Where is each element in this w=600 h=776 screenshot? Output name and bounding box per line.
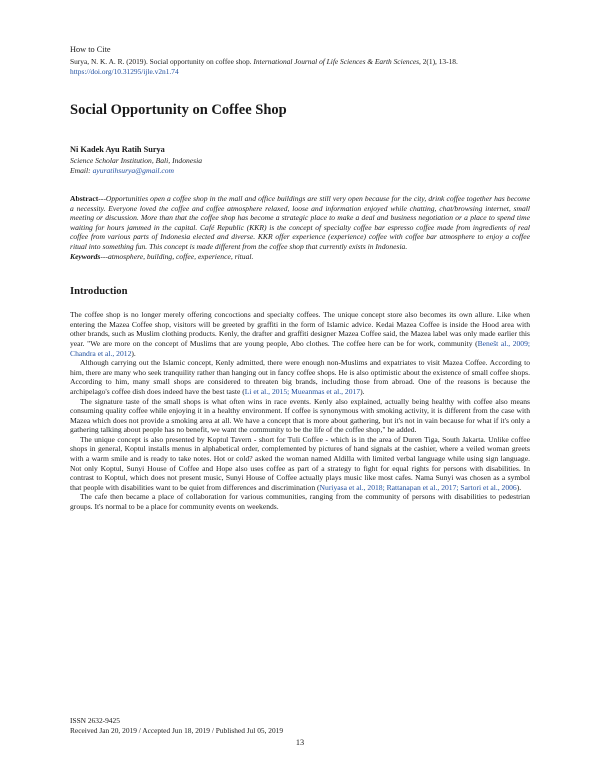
keywords <box>70 252 530 262</box>
paragraph-2-end: ). <box>360 386 365 396</box>
abstract <box>70 194 530 252</box>
citation-ref-2[interactable]: Li et al., 2015; Mueanmas et al., 2017 <box>244 386 361 396</box>
paragraph-2-text: Although carrying out the Islamic concept, Kenly admitted, there were enough non-Muslims and expatriates to visit Mazea Coffee. According to him, there are many who seek tranquility rather than hanging out in fancy coffee shops. He is also optimistic about the existence of small coffee shops. According to him, many small shops are considered to threaten big brands, including those from abroad. One of the reasons is because the archipelago's coffee dish does indeed have the best taste ( <box>70 358 530 396</box>
paragraph-4-end: ). <box>516 482 522 492</box>
cite-heading: How to Cite <box>70 45 111 54</box>
email-label: Email: <box>70 166 93 175</box>
author-name: Ni Kadek Ayu Ratih Surya <box>70 145 165 154</box>
paragraph-3: The signature taste of the small shops is what often wins in race events. Kenly also explained, actually being healthy with coffee also means consuming quality coffee while enjoying it in a healthy environment. If coffee is synonymous with smoking activity, it is different from the case with Mazea which does not provide a smoking area at all. We have a concept that is more about gathering, but it's not in vain because for what if it's only a gathering talking about people has no benefit, we want the community to be the life of the coffee shop," he added. <box>70 396 530 435</box>
citation-pages: (1), 13-18. <box>426 57 458 66</box>
citation-volume: , 2 <box>419 57 427 66</box>
citation-text: Surya, N. K. A. R. (2019). Social opportunity on coffee shop. <box>70 57 254 66</box>
keywords-label: Keywords <box>70 251 101 261</box>
section-heading-introduction: Introduction <box>70 286 128 298</box>
paragraph-2 <box>70 358 530 396</box>
abstract-label: Abstract <box>70 194 99 203</box>
author-email <box>70 166 530 176</box>
citation <box>70 57 530 77</box>
publication-dates: Received Jan 20, 2019 / Accepted Jun 18, 2019 / Published Jul 05, 2019 <box>70 725 284 735</box>
paragraph-1 <box>70 310 530 358</box>
footer <box>70 716 530 735</box>
introduction-body <box>70 310 530 511</box>
paragraph-4-text: The unique concept is also presented by Koptul Tavern - short for Tuli Coffee - which is in the area of Duren Tiga, South Jakarta. Unlike coffee shops in general, Koptul installs menus in alphabetical order, complemented by pictures of hand signals at the cashier, where a veiled woman greets with a warm smile and is ready to take notes. Hot or cold? asked the woman named Aldilla with limited verbal language while using sign language. Not only Koptul, Sunyi House of Coffee and Hope also uses coffee as part of a strategy to fight for equal rights for persons with disabilities. In contrast to Koptul, which does not present music, Sunyi House of Coffee actually plays music like most cafes. Nama Sunyi was chosen as a symbol that people with disabilities want to be quiet from differences and discrimination ( <box>70 434 530 492</box>
issn: ISSN 2632-9425 <box>70 716 120 725</box>
paragraph-1-text: The coffee shop is no longer merely offering concoctions and specialty coffees. The unique concept store also becomes its own allure. Like when entering the Mazea Coffee shop, visitors will be greeted by graffiti in the form of Islamic advice. Kedai Mazea Coffee is inside the Hood area with other brands, such as Muslim clothing products. Kenly, the drafter and graffiti designer Mazea Coffee said, the Mazea label was only made earlier this year. "We are more on the concept of Muslims that are young people, Abo clothes. The coffee here can be for work, community ( <box>70 310 530 348</box>
abstract-text: ---Opportunities open a coffee shop in the mall and office buildings are still very open because for the city, drink coffee together has become a necessity. Everyone loved the coffee and coffee atmosphere relaxed, loose and information enjoyed while chatting, chat/browsing internet, small meeting or discussion. More than that the coffee shop has become a strategic place to make a deal and business negotiation or a place to spend time waiting for hours jammed in the capital. Café Republic (KKR) is the concept of specialty coffee bar espresso coffee made from ingredients of real coffee from various parts of Indonesia elected and diverse. KKR offer experience (experience) coffee with coffee bar atmosphere to enjoy a coffee ritual into something fun. This concept is made different from the coffee shop that currently exists in Indonesia. <box>70 194 530 251</box>
paper-title: Social Opportunity on Coffee Shop <box>70 102 287 118</box>
paragraph-4 <box>70 435 530 493</box>
keywords-text: ---atmosphere, building, coffee, experience, ritual. <box>100 251 254 261</box>
doi-link[interactable]: https://doi.org/10.31295/ijle.v2n1.74 <box>70 67 179 76</box>
citation-ref-1[interactable]: Benešt al., 2009; Chandra et al., 2012 <box>70 338 530 358</box>
citation-ref-4[interactable]: Nuriyasa et al., 2018; Rattanapan et al., 2017; Sartori et al., 2006 <box>319 482 517 492</box>
page-number: 13 <box>295 738 305 747</box>
author-affiliation: Science Scholar Institution, Bali, Indonesia <box>70 156 203 165</box>
paragraph-5: The cafe then became a place of collaboration for various communities, ranging from the community of persons with disabilities to pedestrian groups. It's normal to be a place for community events on weekends. <box>70 492 530 512</box>
citation-journal: International Journal of Life Sciences & Earth Sciences <box>253 57 420 66</box>
paragraph-1-end: ). <box>131 348 136 358</box>
email-link[interactable]: ayuratihsurya@gmail.com <box>92 166 175 175</box>
